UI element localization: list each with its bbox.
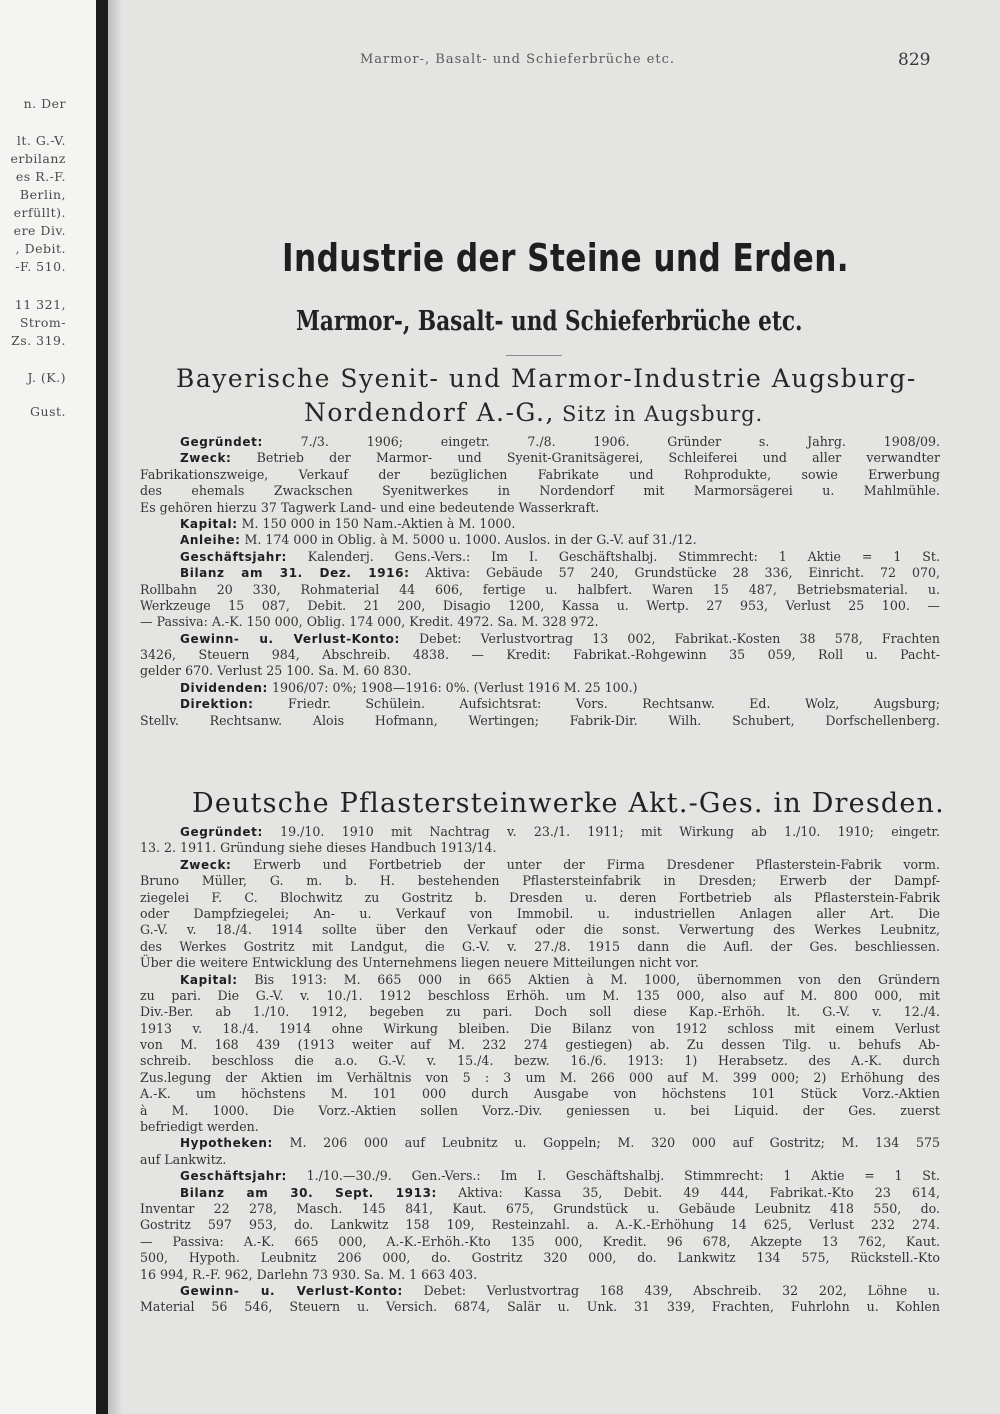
entry-line <box>140 1070 940 1086</box>
entry-line <box>140 549 940 565</box>
gutter-shadow <box>108 0 122 1414</box>
section-title: Industrie der Steine und Erden. <box>282 236 850 280</box>
entry-text: Stellv. Rechtsanw. Alois Hofmann, Wertingen; Fabrik-Dir. Wilh. Schubert, Dorfschellenberg. <box>140 712 940 728</box>
entry-text: 16 994, R.-F. 962, Darlehn 73 930. Sa. M. 1 663 403. <box>140 1266 478 1282</box>
entry-text: 19./10. 1910 mit Nachtrag v. 23./1. 1911; mit Wirkung ab 1./10. 1910; eingetr. <box>262 824 940 839</box>
entry-text: Debet: Verlustvortrag 13 002, Fabrikat.-Kosten 38 578, Frachten <box>399 630 940 646</box>
entry-text: 13. 2. 1911. Gründung siehe dieses Handbuch 1913/14. <box>140 840 497 856</box>
left-fragment: es R.-F. <box>15 169 66 184</box>
subsection-title: Marmor-, Basalt- und Schieferbrüche etc. <box>296 306 803 337</box>
entry-text: 7./3. 1906; eingetr. 7./8. 1906. Gründer s. Jahrg. 1908/09. <box>262 434 940 449</box>
left-fragment: Berlin, <box>19 187 66 202</box>
company-name-line1: Bayerische Syenit- und Marmor-Industrie Augsburg- <box>176 364 917 393</box>
entry-line <box>140 434 940 450</box>
page-number: 829 <box>898 50 931 70</box>
entry-text: Bis 1913: M. 665 000 in 665 Aktien à M. 1000, übernommen von den Gründern <box>237 971 940 987</box>
entry-line <box>140 906 940 922</box>
left-fragment: ere Div. <box>13 223 66 238</box>
entry-line <box>140 450 940 466</box>
entry-text: ziegelei F. C. Blochwitz zu Gostritz b. Dresden u. deren Fortbetrieb als Pflasterstein-Fabrik <box>140 889 940 905</box>
entry-text: Aktiva: Kassa 35, Debit. 49 444, Fabrikat.-Kto 23 614, <box>436 1184 940 1200</box>
entry-line <box>140 713 940 729</box>
entry-text: 1./10.—30./9. Gen.-Vers.: Im I. Geschäftshalbj. Stimmrecht: 1 Aktie = 1 St. <box>286 1168 940 1184</box>
entry-text: 1913 v. 18./4. 1914 ohne Wirkung bleiben. Die Bilanz von 1912 schloss mit einem Verlust <box>140 1020 940 1036</box>
entry-line <box>140 516 940 532</box>
entry-line <box>140 1135 940 1151</box>
entry-line <box>140 1283 940 1299</box>
entry-label: Hypotheken: <box>180 1136 273 1151</box>
entry-label: Zweck: <box>180 857 232 872</box>
adjacent-page-strip <box>0 0 96 1414</box>
entry-text: Inventar 22 278, Masch. 145 841, Kaut. 675, Grundstück u. Gebäude Leubnitz 418 550, do. <box>140 1200 940 1216</box>
entry-text: — Passiva: A.-K. 665 000, A.-K.-Erhöh.-Kto 135 000, Kredit. 96 678, Akzepte 13 762, Kaut. <box>140 1233 940 1249</box>
entry-label: Gewinn- u. Verlust-Konto: <box>180 1283 403 1298</box>
book-page <box>122 0 1000 1414</box>
entry-line <box>140 939 940 955</box>
entry-text: à M. 1000. Die Vorz.-Aktien sollen Vorz.-Div. geniessen u. bei Liquid. der Ges. zuerst <box>140 1102 940 1118</box>
company-seat: Sitz in Augsburg. <box>562 402 764 426</box>
entry-text: Fabrikationszweige, Verkauf der bezüglichen Fabrikate und Rohprodukte, sowie Erwerbung <box>140 466 940 482</box>
entry-text: Über die weitere Entwicklung des Unternehmens liegen neuere Mitteilungen nicht vor. <box>140 955 699 971</box>
entry-text: 1906/07: 0%; 1908—1916: 0%. (Verlust 1916 M. 25 100.) <box>267 679 638 695</box>
entry-label: Bilanz am 30. Sept. 1913: <box>180 1185 437 1200</box>
entry-text: M. 174 000 in Oblig. à M. 5000 u. 1000. Auslos. in der G.-V. auf 31./12. <box>240 532 697 548</box>
entry-text: des ehemals Zwackschen Syenitwerkes in Nordendorf mit Marmorsägerei u. Mahlmühle. <box>140 483 940 499</box>
company2-entry <box>140 824 940 1316</box>
left-fragment: Gust. <box>30 404 66 419</box>
entry-line <box>140 1201 940 1217</box>
company2-name: Deutsche Pflastersteinwerke Akt.-Ges. in Dresden. <box>192 788 945 819</box>
entry-line <box>140 1299 940 1315</box>
entry-line <box>140 631 940 647</box>
entry-line <box>140 532 940 548</box>
entry-line <box>140 1004 940 1020</box>
running-header: Marmor-, Basalt- und Schieferbrüche etc. <box>360 52 675 67</box>
entry-line <box>140 890 940 906</box>
entry-line <box>140 972 940 988</box>
entry-line <box>140 1267 940 1283</box>
entry-text: Aktiva: Gebäude 57 240, Grundstücke 28 336, Einricht. 72 070, <box>409 565 940 581</box>
entry-text: von M. 168 439 (1913 weiter auf M. 232 274 gestiegen) ab. Zu dessen Tilg. u. behufs Ab- <box>140 1037 940 1053</box>
entry-label: Anleihe: <box>180 533 241 548</box>
entry-text: auf Lankwitz. <box>140 1151 227 1167</box>
entry-line <box>140 565 940 581</box>
entry-line <box>140 857 940 873</box>
entry-text: Gostritz 597 953, do. Lankwitz 158 109, Resteinzahl. a. A.-K.-Erhöhung 14 625, Verlust 232 274. <box>140 1217 940 1233</box>
entry-line <box>140 955 940 971</box>
entry-text: M. 206 000 auf Leubnitz u. Goppeln; M. 320 000 auf Gostritz; M. 134 575 <box>272 1135 940 1151</box>
entry-line <box>140 663 940 679</box>
left-fragment: -F. 510. <box>15 259 66 274</box>
entry-line <box>140 922 940 938</box>
entry-text: Zus.legung der Aktien im Verhältnis von 5 : 3 um M. 266 000 auf M. 399 000; 2) Erhöhung des <box>140 1069 940 1085</box>
entry-text: G.-V. v. 18./4. 1914 sollte über den Verkauf oder die sonst. Verwertung des Werkes Leubnitz, <box>140 922 940 938</box>
entry-line <box>140 1168 940 1184</box>
entry-line <box>140 824 940 840</box>
entry-line <box>140 1021 940 1037</box>
entry-text: Werkzeuge 15 087, Debit. 21 200, Disagio 1200, Kassa u. Wertp. 27 953, Verlust 25 100. — <box>140 597 940 613</box>
entry-line <box>140 840 940 856</box>
entry-text: Erwerb und Fortbetrieb der unter der Firma Dresdener Pflasterstein-Fabrik vorm. <box>231 856 940 872</box>
entry-text: gelder 670. Verlust 25 100. Sa. M. 60 830. <box>140 663 412 679</box>
entry-text: Betrieb der Marmor- und Syenit-Granitsägerei, Schleiferei und aller verwandter <box>231 450 940 466</box>
entry-label: Geschäftsjahr: <box>180 1169 287 1184</box>
entry-text: Kalenderj. Gens.-Vers.: Im I. Geschäftshalbj. Stimmrecht: 1 Aktie = 1 St. <box>286 548 940 564</box>
entry-line <box>140 598 940 614</box>
entry-line <box>140 1234 940 1250</box>
entry-label: Bilanz am 31. Dez. 1916: <box>180 566 410 581</box>
company1-entry <box>140 434 940 729</box>
entry-line <box>140 647 940 663</box>
entry-text: Debet: Verlustvortrag 168 439, Abschreib. 32 202, Löhne u. <box>402 1282 940 1298</box>
entry-line <box>140 582 940 598</box>
left-fragment: lt. G.-V. <box>16 133 66 148</box>
entry-line <box>140 467 940 483</box>
entry-label: Direktion: <box>180 697 254 712</box>
left-fragment: erfüllt). <box>13 205 66 220</box>
entry-text: A.-K. um höchstens M. 101 000 durch Ausgabe von höchstens 101 Stück Vorz.-Aktien <box>140 1086 940 1102</box>
company-name-line2: Nordendorf A.-G., <box>304 398 555 427</box>
entry-label: Kapital: <box>180 972 238 987</box>
entry-line <box>140 1250 940 1266</box>
left-fragment: , Debit. <box>15 241 66 256</box>
entry-text: oder Dampfziegelei; An- u. Verkauf von Immobil. u. industriellen Anlagen aller Art. Die <box>140 905 940 921</box>
entry-label: Kapital: <box>180 516 238 531</box>
entry-text: Bruno Müller, G. m. b. H. bestehenden Pflastersteinfabrik in Dresden; Erwerb der Dampf- <box>140 873 940 889</box>
left-fragment: Zs. 319. <box>11 333 66 348</box>
entry-label: Zweck: <box>180 451 232 466</box>
left-fragment: erbilanz <box>10 151 66 166</box>
entry-text: 3426, Steuern 984, Abschreib. 4838. — Kredit: Fabrikat.-Rohgewinn 35 059, Roll u. Pacht- <box>140 647 940 663</box>
entry-line <box>140 696 940 712</box>
entry-line <box>140 1185 940 1201</box>
entry-text: Es gehören hierzu 37 Tagwerk Land- und eine bedeutende Wasserkraft. <box>140 499 600 515</box>
left-fragment: n. Der <box>23 96 66 111</box>
left-fragment: 11 321, <box>14 297 66 312</box>
entry-text: befriedigt werden. <box>140 1119 259 1135</box>
entry-label: Geschäftsjahr: <box>180 549 287 564</box>
entry-line <box>140 500 940 516</box>
entry-text: des Werkes Gostritz mit Landgut, die G.-V. v. 27./8. 1915 dann die Aufl. der Ges. beschliessen. <box>140 938 940 954</box>
entry-line <box>140 988 940 1004</box>
entry-line <box>140 1086 940 1102</box>
entry-text: Rollbahn 20 330, Rohmaterial 44 606, fertige u. halbfert. Waren 15 487, Betriebsmaterial. u. <box>140 581 940 597</box>
entry-text: 500, Hypoth. Leubnitz 206 000, do. Gostritz 320 000, do. Lankwitz 134 575, Rückstell.-Kto <box>140 1250 940 1266</box>
entry-line <box>140 1053 940 1069</box>
entry-line <box>140 614 940 630</box>
entry-line <box>140 1152 940 1168</box>
left-fragment: J. (K.) <box>27 370 66 385</box>
entry-line <box>140 680 940 696</box>
entry-text: Div.-Ber. ab 1./10. 1912, begeben zu pari. Doch soll diese Kap.-Erhöh. lt. G.-V. v. 12./4. <box>140 1004 940 1020</box>
entry-text: — Passiva: A.-K. 150 000, Oblig. 174 000, Kredit. 4972. Sa. M. 328 972. <box>140 614 599 630</box>
entry-line <box>140 873 940 889</box>
entry-line <box>140 483 940 499</box>
entry-text: M. 150 000 in 150 Nam.-Aktien à M. 1000. <box>237 515 516 531</box>
entry-line <box>140 1103 940 1119</box>
entry-line <box>140 1119 940 1135</box>
entry-text: zu pari. Die G.-V. v. 10./1. 1912 beschloss Erhöh. um M. 135 000, also auf M. 800 000, mit <box>140 987 940 1003</box>
entry-label: Gegründet: <box>180 435 263 449</box>
entry-text: schreib. beschloss die a.o. G.-V. v. 15./4. bezw. 16./6. 1913: 1) Herabsetz. des A.-K. durch <box>140 1053 940 1069</box>
entry-text: Material 56 546, Steuern u. Versich. 6874, Salär u. Unk. 31 339, Frachten, Fuhrlohn u. Kohlen <box>140 1299 940 1315</box>
book-gutter <box>96 0 108 1414</box>
entry-label: Dividenden: <box>180 680 268 695</box>
entry-text: Friedr. Schülein. Aufsichtsrat: Vors. Rechtsanw. Ed. Wolz, Augsburg; <box>253 696 940 712</box>
entry-label: Gewinn- u. Verlust-Konto: <box>180 631 400 646</box>
entry-label: Gegründet: <box>180 825 263 839</box>
separator-rule <box>506 355 562 356</box>
left-fragment: Strom- <box>19 315 66 330</box>
entry-line <box>140 1037 940 1053</box>
entry-line <box>140 1217 940 1233</box>
